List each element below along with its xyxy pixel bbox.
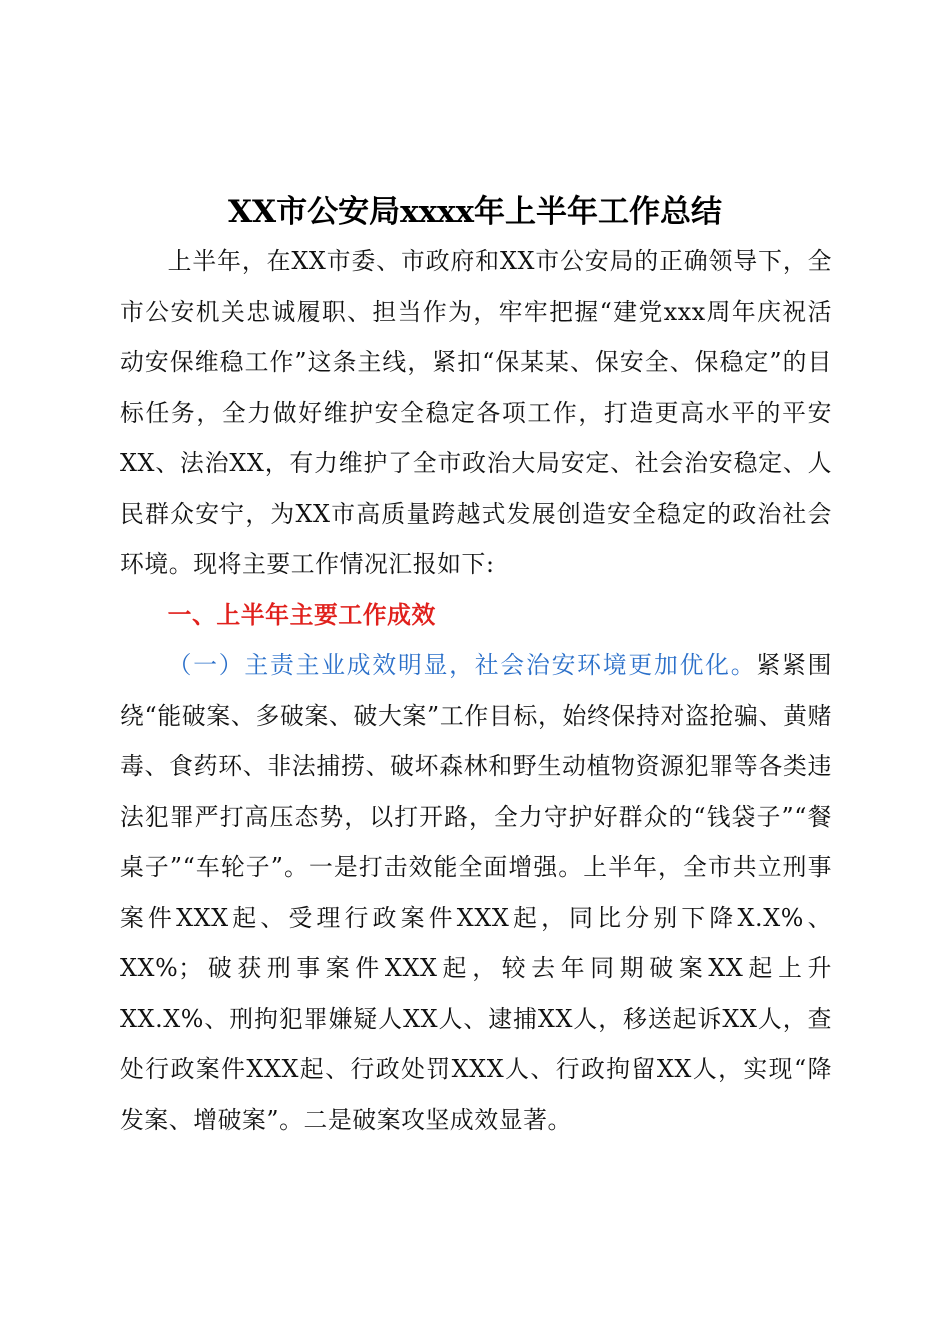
section-heading-text: 一、上半年主要工作成效 [167, 600, 436, 629]
subsection-body: 紧紧围绕“能破案、多破案、破大案”工作目标，始终保持对盗抢骗、黄赌毒、食药环、非法捕捞、破坏森林和野生动植物资源犯罪等各类违法犯罪严打高压态势，以打开路，全力守护好群众的“钱袋子”“餐桌子”“车轮子”。一是打击效能全面增强。上半年，全市共立刑事案件XXX起、受理行政案件XXX起，同比分别下降X.X%、XX%；破获刑事案件XXX起，较去年同期破案XX起上升XX.X%、刑拘犯罪嫌疑人XX人、逮捕XX人，移送起诉XX人，查处行政案件XXX起、行政处罚XXX人、行政拘留XX人，实现“降发案、增破案”。二是破案攻坚成效显著。 [120, 651, 832, 1134]
document-title: XX市公安局xxxx年上半年工作总结 [227, 194, 723, 230]
intro-paragraph: 上半年，在XX市委、市政府和XX市公安局的正确领导下，全市公安机关忠诚履职、担当作为，牢牢把握“建党xxx周年庆祝活动安保维稳工作”这条主线，紧扣“保某某、保安全、保稳定”的目标任务，全力做好维护安全稳定各项工作，打造更高水平的平安XX、法治XX，有力维护了全市政治大局安定、社会治安稳定、人民群众安宁，为XX市高质量跨越式发展创造安全稳定的政治社会环境。现将主要工作情况汇报如下: [120, 247, 832, 578]
subsection-heading: （一）主责主业成效明显，社会治安环境更加优化。 [167, 651, 757, 679]
section-heading [120, 590, 832, 641]
subsection-paragraph [120, 640, 832, 1145]
document-body [120, 236, 832, 1145]
